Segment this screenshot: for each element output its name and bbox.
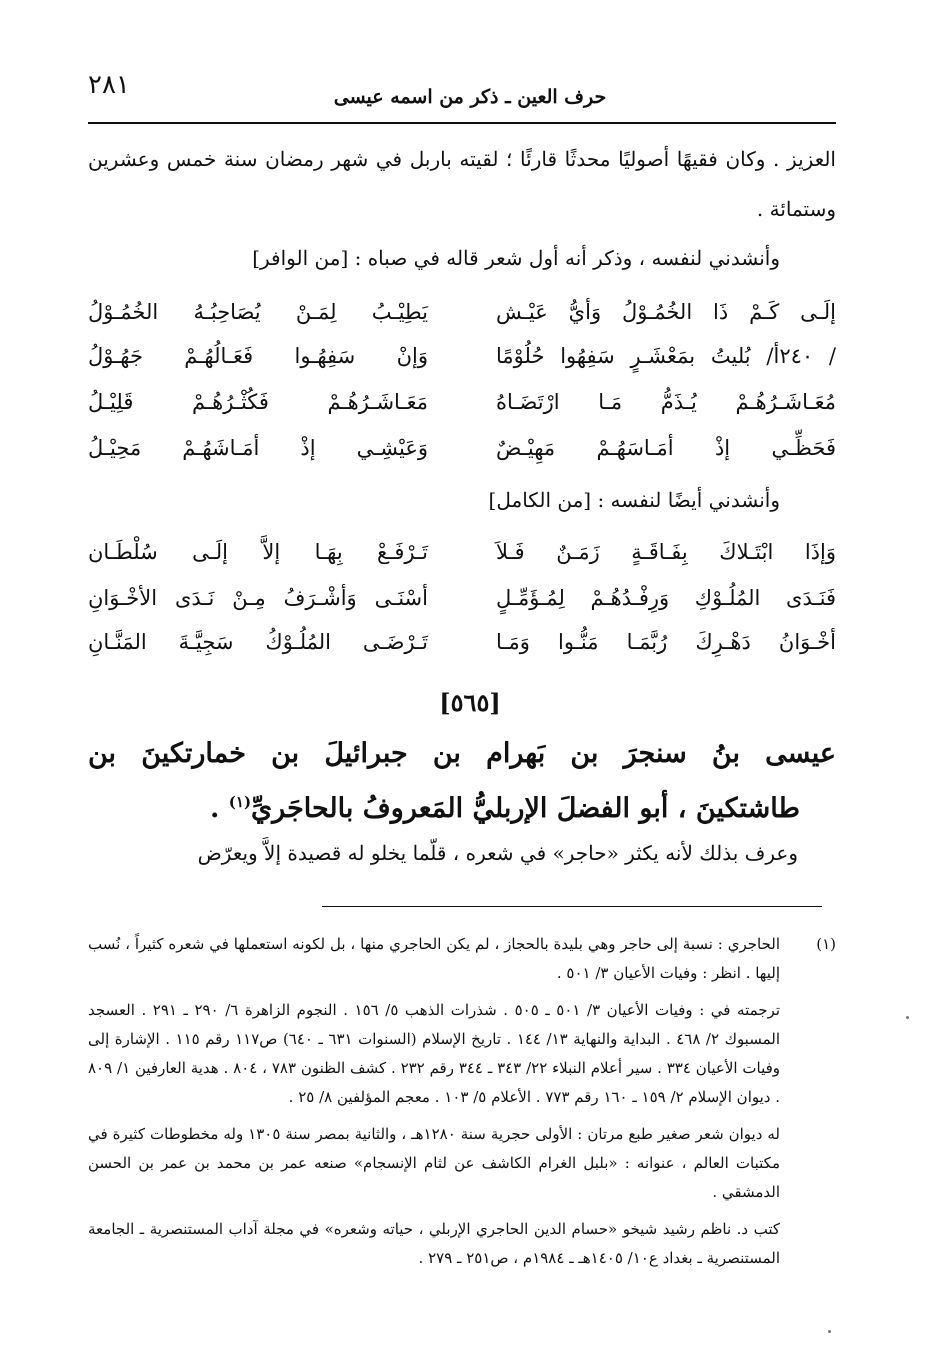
footnote-rule: [322, 906, 822, 907]
entry-title-end: .: [209, 793, 229, 824]
poem2-verse: [88, 528, 836, 576]
opening-paragraph: العزيز . وكان فقيهًا أصوليًا محدثًا قارئًا ؛ لقيته باربل في شهر رمضان سنة خمس وعشرين وستمائة .: [88, 147, 836, 221]
entry-number: [٥٦٥]: [439, 688, 501, 717]
poem2-intro: وأنشدني أيضًا لنفسه : [من الكامل]: [488, 488, 780, 512]
footnotes: [88, 930, 836, 1281]
verse-first-hemistich: أخْـوَانُ دَهْـرِكَ رُبَّمَـا مَنُّـوا وَمَـا: [496, 630, 836, 654]
verse-second-hemistich: أسْنَـى وَأشْـرَفُ مِـنْ نَـدَى الأخْـوَانِ: [88, 586, 428, 610]
entry-title-line: [88, 778, 836, 833]
verse-first-hemistich: مُعَـاشَـرُهُـمْ يُـذَمُّ مَـا ارْتَضَـاهُ: [496, 390, 836, 414]
verse-second-hemistich: مَعَـاشَـرُهُـمْ فَكُثْـرُهُـمْ قَلِيْـلُ: [88, 390, 428, 414]
poem2-verse: [88, 574, 836, 622]
entry-first-line: وعرف بذلك لأنه يكثر «حاجر» في شعره ، قلّما يخلو له قصيدة إلاَّ ويعرّض: [197, 841, 798, 865]
running-header: حرف العين ـ ذكر من اسمه عيسى: [333, 86, 607, 108]
footnote-paragraph: كتب د. ناظم رشيد شيخو «حسام الدين الحاجري الإربلي ، حياته وشعره» في مجلة آداب المستنصرية ـ الجامعة المستنصرية ـ بغداد ع١٠/ ١٤٠٥هـ ـ ١٩٨٤م ، ص٢٥١ ـ ٢٧٩ .: [88, 1220, 780, 1267]
verse-first-hemistich: وَإذَا ابْتَـلاكَ بِفَـاقَـةٍ زَمَـنٌ فَـلاَ: [496, 540, 836, 564]
verse-first-hemistich: / ٢٤٠أ/ بُليتُ بمَعْشَـرٍ سَفِهُوا حُلُوْمًا: [496, 344, 836, 368]
poem1-verse: [88, 332, 836, 380]
entry-title: [88, 730, 836, 833]
verse-first-hemistich: فَنَـدَى المُلُـوْكِ وَرِفْـدُهُـمْ لِمُـؤَمِّـلٍ: [496, 586, 836, 610]
page-number: ٢٨١: [88, 70, 130, 100]
footnote-1: [88, 930, 836, 988]
poem1-verse: [88, 378, 836, 426]
header-rule: [88, 122, 836, 124]
verse-second-hemistich: يَطِيْـبُ لِمَـنْ يُصَاحِبُـهُ الخُمُـوْلُ: [88, 300, 428, 324]
footnote-number: (١): [816, 935, 836, 953]
verse-second-hemistich: وَإنْ سَفِهُـوا فَعَـالُهُـمْ جَهُـوْلُ: [88, 344, 428, 368]
poem1-verse: [88, 288, 836, 336]
poem1-intro: وأنشدني لنفسه ، وذكر أنه أول شعر قاله في صباه : [من الوافر]: [252, 246, 780, 270]
footnote-marker: (١): [228, 793, 252, 811]
poem2-verse: [88, 618, 836, 666]
verse-second-hemistich: تَـرْفَـعْ بِهَـا إلاَّ إلَـى سُلْطَـان: [88, 540, 428, 564]
entry-title-text: طاشتكينَ ، أبو الفضلَ الإربليُّ المَعروفُ بالحاجَريِّ: [251, 793, 800, 824]
verse-second-hemistich: تَـرْضَـى المُلُـوْكُ سَجِيَّـةَ المَنَّـانِ: [88, 630, 428, 654]
verse-first-hemistich: فَحَظِّـي إذْ أمَـاسَهُـمْ مَهِيْـضٌ: [496, 436, 836, 460]
scan-speck: [828, 1330, 831, 1333]
footnote-text: الحاجري : نسبة إلى حاجر وهي بليدة بالحجاز ، لم يكن الحاجري منها ، بل لكونه استعملها في شعره كثيراً ، نُسب إليها . انظر : وفيات الأعيان ٣/ ٥٠١ .: [88, 935, 780, 982]
poem1-verse: [88, 424, 836, 472]
scan-speck: [906, 1016, 909, 1019]
footnote-paragraph: له ديوان شعر صغير طبع مرتان : الأولى حجرية سنة ١٢٨٠هـ ، والثانية بمصر سنة ١٣٠٥ وله مخطوطات كثيرة في مكتبات العالم ، عنوانه : «بلبل الغرام الكاشف عن لثام الإنسجام» صنعه عمر بن محمد بن عمر بن الحسن الدمشقي .: [88, 1125, 780, 1201]
footnote-paragraph: ترجمته في : وفيات الأعيان ٣/ ٥٠١ ـ ٥٠٥ . شذرات الذهب ٥/ ١٥٦ . النجوم الزاهرة ٦/ ٢٩٠ ـ ٢٩١ . العسجد المسبوك ٢/ ٤٦٨ . البداية والنهاية ١٣/ ١٤٤ . تاريخ الإسلام (السنوات ٦٣١ ـ ٦٤٠) ص١١٧ رقم ١١٥ . الإشارة إلى وفيات الأعيان ٣٣٤ . سير أعلام النبلاء ٢٢/ ٣٤٣ ـ ٣٤٤ رقم ٢٣٢ . كشف الظنون ٧٨٣ ، ٨٠٤ . هدية العارفين ١/ ٨٠٩ . ديوان الإسلام ٢/ ١٥٩ ـ ١٦٠ رقم ٧٧٣ . الأعلام ٥/ ١٠٣ . معجم المؤلفين ٨/ ٢٥ .: [88, 1001, 781, 1106]
verse-first-hemistich: إلَـى كَـمْ ذَا الخُمُـوْلُ وَأيُّ عَيْـش: [496, 300, 836, 324]
entry-title-line: عيسى بنُ سنجرَ بن بَهرام بن جبرائيلَ بن خمارتكينَ بن: [88, 738, 836, 769]
verse-second-hemistich: وَعَيْشِـي إذْ أمَـاشَهُـمْ مَحِيْـلُ: [88, 436, 428, 460]
